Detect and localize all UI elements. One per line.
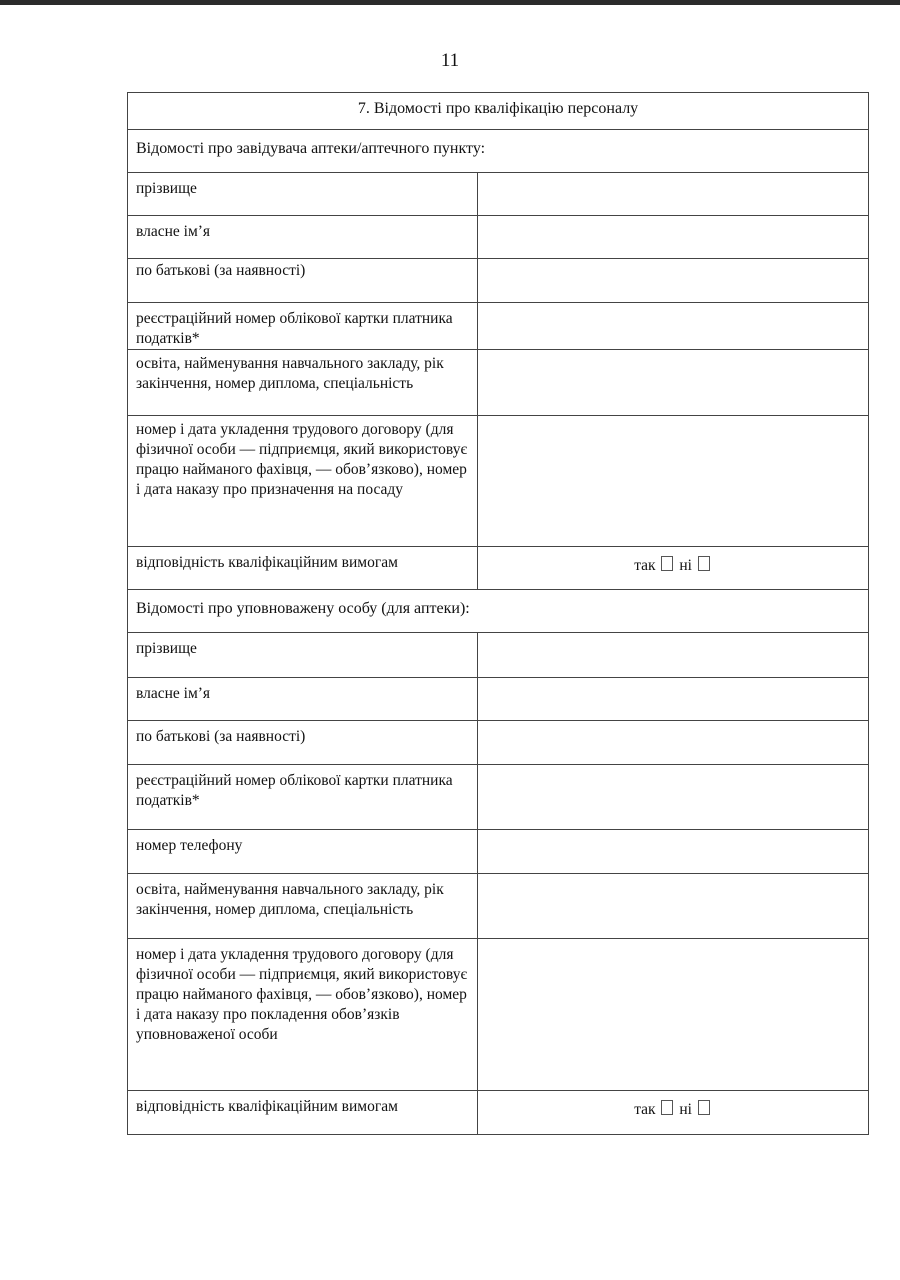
table-row — [128, 303, 869, 350]
head-first-name-label: власне ім’я — [128, 216, 478, 259]
authorized-contract-field[interactable] — [478, 939, 869, 1091]
authorized-tax-number-label: реєстраційний номер облікової картки платника податків* — [128, 765, 478, 830]
authorized-phone-label: номер телефону — [128, 830, 478, 874]
page-number: 11 — [440, 50, 460, 71]
table-row — [128, 547, 869, 590]
head-patronymic-label: по батькові (за наявності) — [128, 259, 478, 303]
authorized-compliance-label: відповідність кваліфікаційним вимогам — [128, 1091, 478, 1135]
table-row — [128, 259, 869, 303]
head-compliance-choice — [478, 547, 869, 590]
table-row — [128, 173, 869, 216]
yes-option-label: так — [634, 1101, 656, 1118]
authorized-group-title: Відомості про уповноважену особу (для аптеки): — [128, 590, 869, 633]
table-row — [128, 216, 869, 259]
table-row — [128, 721, 869, 765]
head-education-label: освіта, найменування навчального закладу, рік закінчення, номер диплома, спеціальність — [128, 350, 478, 416]
head-surname-field[interactable] — [478, 173, 869, 216]
authorized-first-name-label: власне ім’я — [128, 678, 478, 721]
section-title: 7. Відомості про кваліфікацію персоналу — [128, 93, 869, 130]
authorized-tax-number-field[interactable] — [478, 765, 869, 830]
authorized-patronymic-label: по батькові (за наявності) — [128, 721, 478, 765]
authorized-education-field[interactable] — [478, 874, 869, 939]
head-patronymic-field[interactable] — [478, 259, 869, 303]
no-option-label: ні — [679, 557, 692, 574]
qualification-table — [127, 92, 869, 1135]
authorized-surname-field[interactable] — [478, 633, 869, 678]
table-row — [128, 416, 869, 547]
head-contract-label: номер і дата укладення трудового договору (для фізичної особи — підприємця, який використовує працю найманого фахівця, — обов’язково), номер і дата наказу про призначення на посаду — [128, 416, 478, 547]
yes-checkbox[interactable] — [661, 556, 673, 571]
table-row — [128, 678, 869, 721]
head-education-field[interactable] — [478, 350, 869, 416]
table-row — [128, 874, 869, 939]
table-row — [128, 830, 869, 874]
table-row — [128, 633, 869, 678]
top-edge-bar — [0, 0, 900, 5]
authorized-patronymic-field[interactable] — [478, 721, 869, 765]
yes-option-label: так — [634, 557, 656, 574]
yes-checkbox[interactable] — [661, 1100, 673, 1115]
authorized-phone-field[interactable] — [478, 830, 869, 874]
no-option-label: ні — [679, 1101, 692, 1118]
table-row — [128, 350, 869, 416]
head-tax-number-label: реєстраційний номер облікової картки платника податків* — [128, 303, 478, 350]
authorized-contract-label: номер і дата укладення трудового договору (для фізичної особи — підприємця, який використовує працю найманого фахівця, — обов’язково), номер і дата наказу про покладення обов’язків уповноваженої особи — [128, 939, 478, 1091]
head-surname-label: прізвище — [128, 173, 478, 216]
no-checkbox[interactable] — [698, 1100, 710, 1115]
authorized-surname-label: прізвище — [128, 633, 478, 678]
authorized-compliance-choice — [478, 1091, 869, 1135]
head-group-title: Відомості про завідувача аптеки/аптечного пункту: — [128, 130, 869, 173]
head-first-name-field[interactable] — [478, 216, 869, 259]
table-row — [128, 1091, 869, 1135]
authorized-first-name-field[interactable] — [478, 678, 869, 721]
head-contract-field[interactable] — [478, 416, 869, 547]
no-checkbox[interactable] — [698, 556, 710, 571]
head-compliance-label: відповідність кваліфікаційним вимогам — [128, 547, 478, 590]
table-row — [128, 939, 869, 1091]
authorized-education-label: освіта, найменування навчального закладу, рік закінчення, номер диплома, спеціальність — [128, 874, 478, 939]
head-tax-number-field[interactable] — [478, 303, 869, 350]
table-row — [128, 765, 869, 830]
